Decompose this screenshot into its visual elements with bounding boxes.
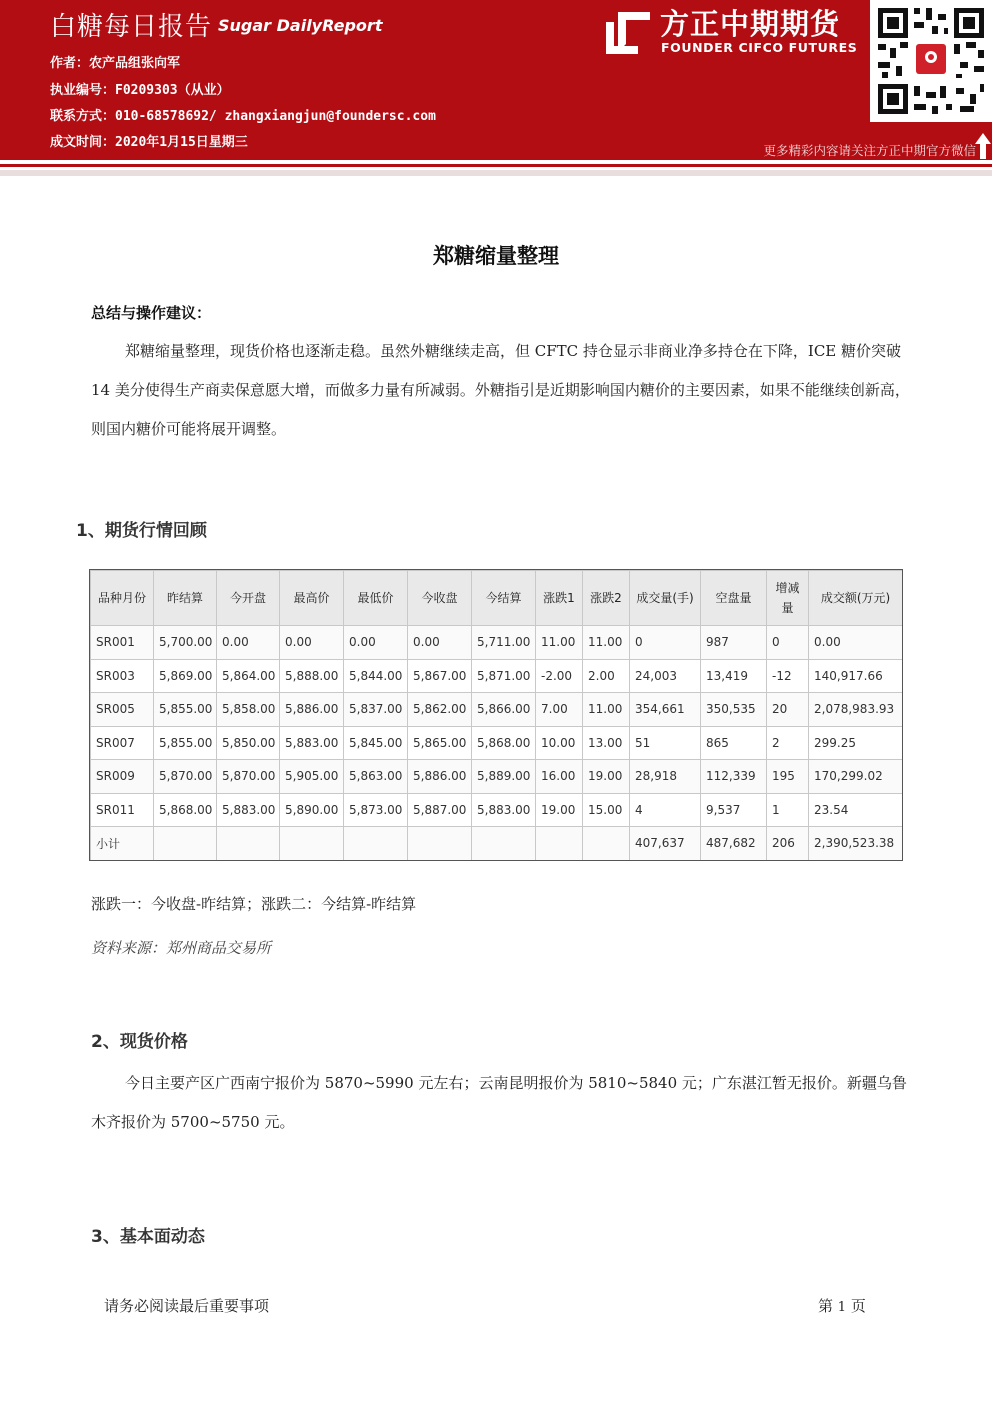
- table-cell: 0.00: [809, 626, 903, 660]
- table-cell: 5,869.00: [154, 659, 217, 693]
- col-header: 涨跌1: [536, 571, 583, 626]
- page-number: [818, 1295, 866, 1316]
- section-futures-review: 1、期货行情回顾: [76, 521, 207, 541]
- table-cell: 5,883.00: [280, 726, 344, 760]
- author-line: 作者：农产品组张向军: [50, 56, 181, 71]
- table-cell: [536, 827, 583, 861]
- table-cell: 5,837.00: [344, 693, 408, 727]
- table-cell: 5,883.00: [217, 793, 280, 827]
- summary-paragraph: 郑糖缩量整理，现货价格也逐渐走稳。虽然外糖继续走高，但 CFTC 持仓显示非商业净多持仓在下降，ICE 糖价突破 14 美分使得生产商卖保意愿大增，而做多力量有所减弱。外糖指引是近期影响国内糖价的主要因素，如果不能继续创新高，则国内糖价可能将展开调整。: [91, 342, 910, 438]
- table-cell: 987: [701, 626, 767, 660]
- table-cell: SR011: [91, 793, 154, 827]
- col-header: 涨跌2: [583, 571, 630, 626]
- table-cell: 865: [701, 726, 767, 760]
- table-cell: [217, 827, 280, 861]
- table-cell: 0: [630, 626, 701, 660]
- table-cell: SR003: [91, 659, 154, 693]
- table-cell: 5,888.00: [280, 659, 344, 693]
- wechat-qr-code: [870, 0, 992, 122]
- table-header-row: [91, 571, 903, 626]
- table-cell: 2,390,523.38: [809, 827, 903, 861]
- table-cell: [583, 827, 630, 861]
- page-num: 1: [837, 1300, 847, 1315]
- report-title: 白糖每日报告: [50, 12, 213, 42]
- brand-name-cn: 方正中期期货: [660, 7, 841, 41]
- table-cell: 5,850.00: [217, 726, 280, 760]
- table-cell: 13.00: [583, 726, 630, 760]
- table-cell: 5,855.00: [154, 693, 217, 727]
- table-cell: 5,844.00: [344, 659, 408, 693]
- table-cell: 11.00: [536, 626, 583, 660]
- col-header: 今收盘: [408, 571, 472, 626]
- table-row: [91, 793, 903, 827]
- table-cell: 11.00: [583, 693, 630, 727]
- table-cell: 13,419: [701, 659, 767, 693]
- table-row: [91, 726, 903, 760]
- table-cell: 5,870.00: [154, 760, 217, 794]
- table-cell: -12: [767, 659, 809, 693]
- table-cell: [344, 827, 408, 861]
- table-cell: 24,003: [630, 659, 701, 693]
- col-header: 昨结算: [154, 571, 217, 626]
- table-cell: 5,868.00: [154, 793, 217, 827]
- table-cell: SR005: [91, 693, 154, 727]
- table-cell: 2.00: [583, 659, 630, 693]
- contact-line: 联系方式：010-68578692/ zhangxiangjun@foundersc.com: [50, 109, 436, 124]
- table-cell: [408, 827, 472, 861]
- table-cell: 5,887.00: [408, 793, 472, 827]
- table-cell: 51: [630, 726, 701, 760]
- table-cell: 11.00: [583, 626, 630, 660]
- wechat-follow-note: 更多精彩内容请关注方正中期官方微信: [763, 143, 976, 158]
- table-cell: 20: [767, 693, 809, 727]
- table-cell: 5,845.00: [344, 726, 408, 760]
- founder-logo-icon: [604, 8, 652, 56]
- col-header: 增减量: [767, 571, 809, 626]
- col-header: 最高价: [280, 571, 344, 626]
- table-note: 涨跌一：今收盘-昨结算；涨跌二：今结算-昨结算: [91, 895, 417, 913]
- data-source: 资料来源：郑州商品交易所: [91, 939, 272, 957]
- table-cell: [472, 827, 536, 861]
- table-cell: 5,866.00: [472, 693, 536, 727]
- table-cell: 16.00: [536, 760, 583, 794]
- col-header: 空盘量: [701, 571, 767, 626]
- table-cell: 5,868.00: [472, 726, 536, 760]
- report-header: [0, 0, 992, 160]
- table-cell: 206: [767, 827, 809, 861]
- table-cell: 19.00: [536, 793, 583, 827]
- table-cell: 5,867.00: [408, 659, 472, 693]
- table-cell: [280, 827, 344, 861]
- col-header: 成交额(万元): [809, 571, 903, 626]
- col-header: 成交量(手): [630, 571, 701, 626]
- table-cell: 0: [767, 626, 809, 660]
- table-cell: 5,858.00: [217, 693, 280, 727]
- table-row: [91, 827, 903, 861]
- table-cell: 5,863.00: [344, 760, 408, 794]
- table-row: [91, 760, 903, 794]
- table-cell: 112,339: [701, 760, 767, 794]
- date-line: 成文时间：2020年1月15日星期三: [50, 135, 248, 150]
- table-cell: 195: [767, 760, 809, 794]
- table-cell: 0.00: [344, 626, 408, 660]
- table-cell: 23.54: [809, 793, 903, 827]
- report-title-en: Sugar DailyReport: [218, 16, 383, 35]
- table-cell: 5,870.00: [217, 760, 280, 794]
- table-cell: SR007: [91, 726, 154, 760]
- table-row: [91, 659, 903, 693]
- table-row: [91, 626, 903, 660]
- page-prefix: 第: [818, 1297, 834, 1315]
- table-cell: 9,537: [701, 793, 767, 827]
- header-divider-shadow: [0, 170, 992, 176]
- table-cell: [154, 827, 217, 861]
- license-line: 执业编号：F0209303（从业）: [50, 83, 230, 98]
- table-cell: 15.00: [583, 793, 630, 827]
- section-fundamentals: 3、基本面动态: [91, 1227, 205, 1247]
- table-cell: 5,890.00: [280, 793, 344, 827]
- table-cell: 28,918: [630, 760, 701, 794]
- table-cell: 5,871.00: [472, 659, 536, 693]
- table-cell: 5,864.00: [217, 659, 280, 693]
- table-cell: 1: [767, 793, 809, 827]
- table-cell: 407,637: [630, 827, 701, 861]
- col-header: 今结算: [472, 571, 536, 626]
- table-cell: 5,886.00: [408, 760, 472, 794]
- arrow-up-icon: [974, 132, 992, 160]
- table-cell: 7.00: [536, 693, 583, 727]
- brand-name-en: FOUNDER CIFCO FUTURES: [661, 40, 858, 55]
- table-cell: 350,535: [701, 693, 767, 727]
- table-cell: -2.00: [536, 659, 583, 693]
- table-cell: 10.00: [536, 726, 583, 760]
- table-cell: SR009: [91, 760, 154, 794]
- table-cell: 5,873.00: [344, 793, 408, 827]
- spot-price-paragraph: 今日主要产区广西南宁报价为 5870~5990 元左右；云南昆明报价为 5810~5840 元；广东湛江暂无报价。新疆乌鲁木齐报价为 5700~5750 元。: [91, 1074, 907, 1131]
- table-cell: SR001: [91, 626, 154, 660]
- table-cell: 5,889.00: [472, 760, 536, 794]
- table-cell: 4: [630, 793, 701, 827]
- futures-table: [90, 570, 903, 861]
- table-cell: 5,905.00: [280, 760, 344, 794]
- table-cell: 170,299.02: [809, 760, 903, 794]
- summary-heading: 总结与操作建议：: [91, 304, 212, 322]
- col-header: 品种月份: [91, 571, 154, 626]
- table-cell: 5,700.00: [154, 626, 217, 660]
- table-cell: 19.00: [583, 760, 630, 794]
- table-cell: 5,862.00: [408, 693, 472, 727]
- table-cell: 5,711.00: [472, 626, 536, 660]
- document-title: 郑糖缩量整理: [433, 244, 559, 268]
- section-spot-price: 2、现货价格: [91, 1032, 188, 1052]
- table-cell: 5,886.00: [280, 693, 344, 727]
- table-cell: 354,661: [630, 693, 701, 727]
- table-cell: 2,078,983.93: [809, 693, 903, 727]
- page-suffix: 页: [850, 1297, 866, 1315]
- table-row: [91, 693, 903, 727]
- col-header: 最低价: [344, 571, 408, 626]
- footer-notice: 请务必阅读最后重要事项: [104, 1297, 270, 1315]
- col-header: 今开盘: [217, 571, 280, 626]
- table-cell: 0.00: [408, 626, 472, 660]
- table-cell: 0.00: [217, 626, 280, 660]
- table-cell: 小计: [91, 827, 154, 861]
- table-cell: 5,883.00: [472, 793, 536, 827]
- table-cell: 299.25: [809, 726, 903, 760]
- table-cell: 5,855.00: [154, 726, 217, 760]
- table-cell: 140,917.66: [809, 659, 903, 693]
- table-cell: 487,682: [701, 827, 767, 861]
- table-cell: 5,865.00: [408, 726, 472, 760]
- header-divider: [0, 164, 992, 167]
- table-cell: 0.00: [280, 626, 344, 660]
- table-cell: 2: [767, 726, 809, 760]
